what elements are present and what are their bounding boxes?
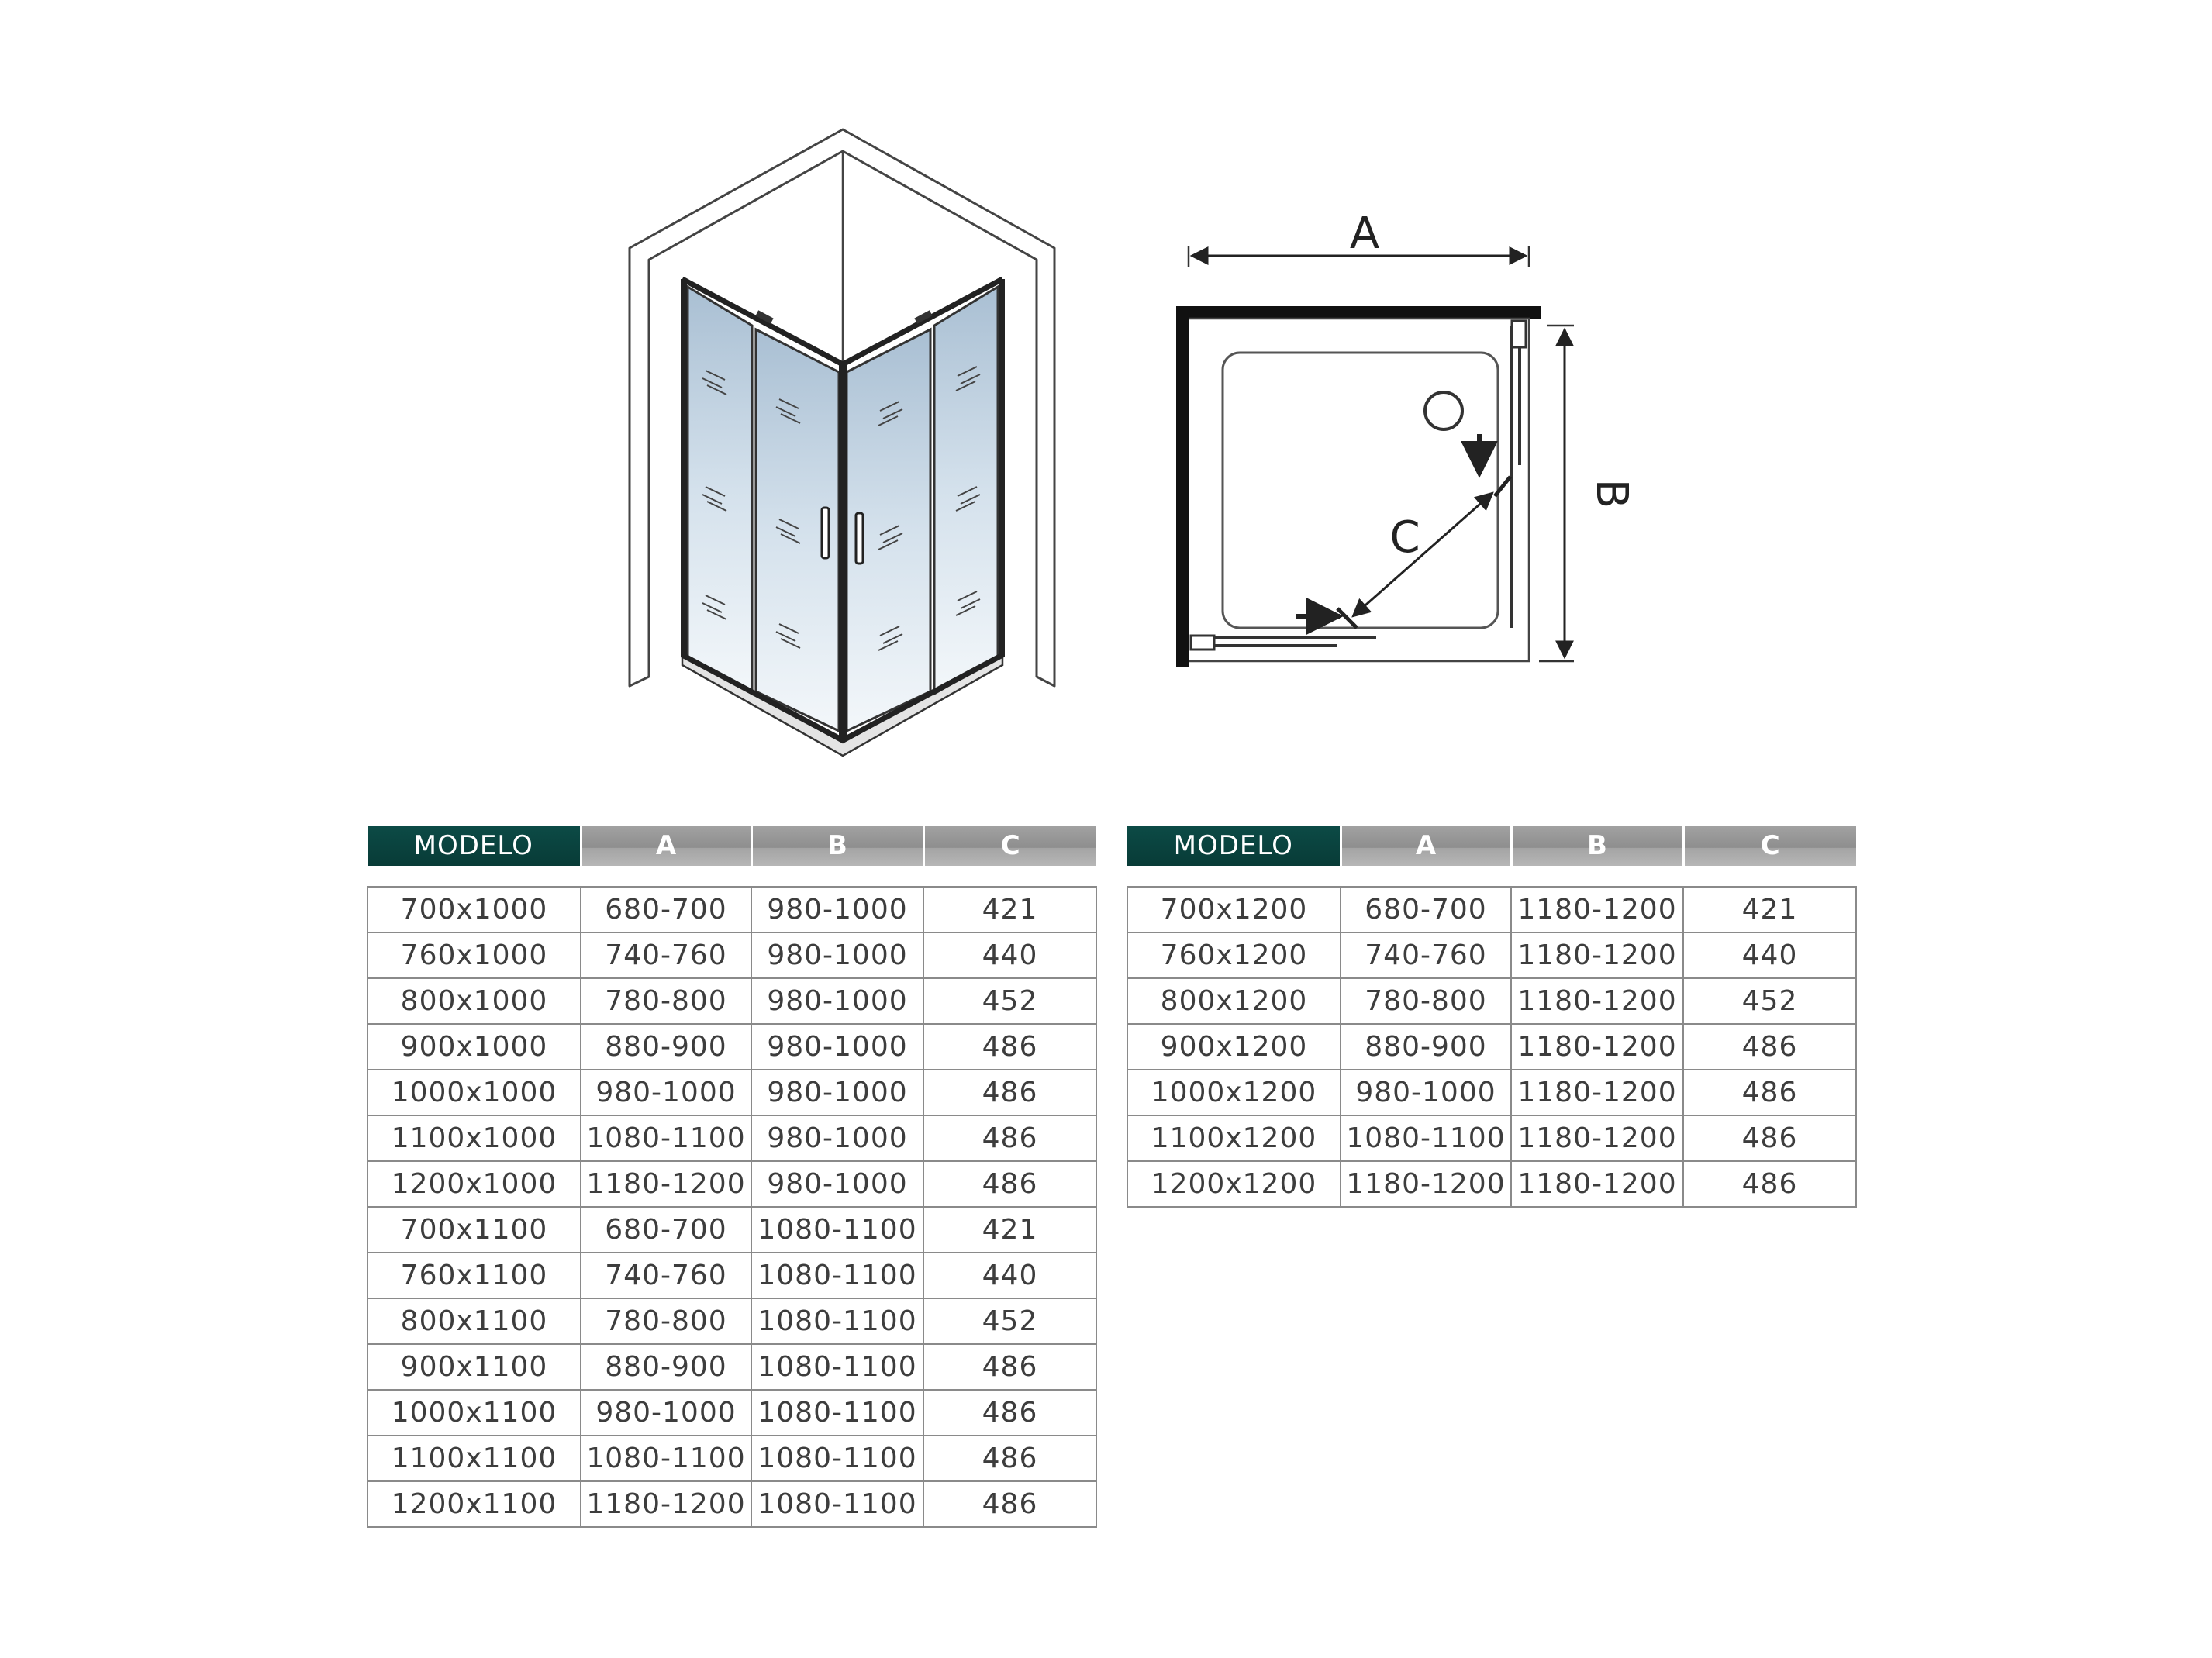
- cell-b: 1080-1100: [751, 1253, 923, 1298]
- cell-modelo: 700x1100: [368, 1207, 581, 1253]
- dimension-c-label: C: [1389, 512, 1420, 563]
- cell-b: 980-1000: [751, 1070, 923, 1115]
- table-row: [1127, 1161, 1856, 1207]
- cell-c: 452: [923, 978, 1096, 1024]
- cell-b: 980-1000: [751, 978, 923, 1024]
- cell-a: 680-700: [1341, 887, 1511, 932]
- cell-b: 1180-1200: [1511, 1024, 1683, 1070]
- cell-c: 486: [1683, 1115, 1856, 1161]
- table-row: [368, 1207, 1096, 1253]
- cell-modelo: 1000x1000: [368, 1070, 581, 1115]
- cell-a: 780-800: [581, 1298, 751, 1344]
- cell-b: 980-1000: [751, 1161, 923, 1207]
- cell-modelo: 900x1000: [368, 1024, 581, 1070]
- cell-modelo: 1100x1000: [368, 1115, 581, 1161]
- left-door-handle: [822, 508, 829, 558]
- size-table-1: [367, 826, 1097, 1528]
- cell-b: 1080-1100: [751, 1344, 923, 1390]
- cell-modelo: 760x1200: [1127, 932, 1341, 978]
- cell-b: 980-1000: [751, 932, 923, 978]
- cell-b: 1080-1100: [751, 1207, 923, 1253]
- cell-modelo: 1200x1000: [368, 1161, 581, 1207]
- table-row: [368, 978, 1096, 1024]
- cell-modelo: 700x1000: [368, 887, 581, 932]
- cell-b: 1080-1100: [751, 1436, 923, 1481]
- cell-b: 980-1000: [751, 1115, 923, 1161]
- plan-shower-tray: [1223, 353, 1498, 628]
- cell-c: 421: [1683, 887, 1856, 932]
- plan-view-drawing: [1176, 209, 1637, 667]
- cell-c: 486: [923, 1390, 1096, 1436]
- table-row: [368, 1481, 1096, 1527]
- table-row: [368, 1024, 1096, 1070]
- table-row: [1127, 1115, 1856, 1161]
- cell-a: 680-700: [581, 887, 751, 932]
- side-wall: [1176, 306, 1189, 667]
- cell-modelo: 760x1100: [368, 1253, 581, 1298]
- cell-c: 486: [1683, 1070, 1856, 1115]
- header-a: A: [1341, 826, 1511, 866]
- right-wall-profile-plan: [1512, 321, 1526, 347]
- cell-c: 486: [923, 1115, 1096, 1161]
- cell-a: 1080-1100: [581, 1115, 751, 1161]
- cell-c: 440: [1683, 932, 1856, 978]
- cell-b: 1180-1200: [1511, 887, 1683, 932]
- cell-c: 486: [923, 1344, 1096, 1390]
- cell-a: 1180-1200: [581, 1161, 751, 1207]
- cell-a: 980-1000: [581, 1390, 751, 1436]
- cell-a: 980-1000: [581, 1070, 751, 1115]
- cell-b: 1180-1200: [1511, 1115, 1683, 1161]
- cell-c: 486: [1683, 1161, 1856, 1207]
- table-row: [368, 887, 1096, 932]
- cell-c: 486: [1683, 1024, 1856, 1070]
- cell-modelo: 800x1100: [368, 1298, 581, 1344]
- cell-c: 440: [923, 1253, 1096, 1298]
- isometric-enclosure-illustration: [630, 129, 1054, 756]
- cell-a: 1180-1200: [1341, 1161, 1511, 1207]
- back-wall: [1176, 306, 1541, 319]
- drain-circle: [1425, 392, 1462, 429]
- cell-a: 780-800: [581, 978, 751, 1024]
- cell-c: 421: [923, 1207, 1096, 1253]
- cell-modelo: 700x1200: [1127, 887, 1341, 932]
- cell-a: 1080-1100: [1341, 1115, 1511, 1161]
- table-row: [368, 1070, 1096, 1115]
- table-row: [1127, 978, 1856, 1024]
- cell-modelo: 760x1000: [368, 932, 581, 978]
- cell-a: 1180-1200: [581, 1481, 751, 1527]
- cell-c: 486: [923, 1436, 1096, 1481]
- cell-c: 440: [923, 932, 1096, 978]
- table-header-row: [368, 826, 1096, 866]
- cell-modelo: 900x1200: [1127, 1024, 1341, 1070]
- cell-a: 880-900: [581, 1344, 751, 1390]
- table-row: [368, 1115, 1096, 1161]
- table-row: [368, 1253, 1096, 1298]
- cell-c: 421: [923, 887, 1096, 932]
- right-door-handle: [856, 513, 863, 564]
- header-modelo: MODELO: [368, 826, 581, 866]
- header-a: A: [581, 826, 751, 866]
- cell-b: 1180-1200: [1511, 932, 1683, 978]
- cell-c: 486: [923, 1024, 1096, 1070]
- table-row: [368, 1161, 1096, 1207]
- cell-b: 1080-1100: [751, 1390, 923, 1436]
- header-b: B: [751, 826, 923, 866]
- cell-c: 486: [923, 1161, 1096, 1207]
- cell-modelo: 900x1100: [368, 1344, 581, 1390]
- right-fixed-glass-panel: [934, 287, 998, 694]
- cell-b: 980-1000: [751, 887, 923, 932]
- cell-modelo: 1200x1100: [368, 1481, 581, 1527]
- cell-a: 1080-1100: [581, 1436, 751, 1481]
- cell-modelo: 1000x1200: [1127, 1070, 1341, 1115]
- cell-b: 1080-1100: [751, 1298, 923, 1344]
- cell-modelo: 800x1200: [1127, 978, 1341, 1024]
- table-row: [1127, 887, 1856, 932]
- header-b: B: [1511, 826, 1683, 866]
- size-table-2: [1127, 826, 1857, 1208]
- table-row: [368, 1298, 1096, 1344]
- header-c: C: [923, 826, 1096, 866]
- cell-modelo: 1000x1100: [368, 1390, 581, 1436]
- header-c: C: [1683, 826, 1856, 866]
- cell-a: 980-1000: [1341, 1070, 1511, 1115]
- cell-a: 740-760: [581, 932, 751, 978]
- left-fixed-glass-panel: [688, 287, 752, 694]
- header-modelo: MODELO: [1127, 826, 1341, 866]
- cell-b: 1180-1200: [1511, 1070, 1683, 1115]
- front-wall-profile-plan: [1191, 636, 1214, 650]
- cell-a: 740-760: [581, 1253, 751, 1298]
- table-row: [368, 1436, 1096, 1481]
- cell-modelo: 1100x1200: [1127, 1115, 1341, 1161]
- table-row: [1127, 1024, 1856, 1070]
- dimension-b-label: B: [1586, 478, 1637, 509]
- cell-b: 1180-1200: [1511, 1161, 1683, 1207]
- cell-a: 880-900: [1341, 1024, 1511, 1070]
- cell-c: 452: [1683, 978, 1856, 1024]
- cell-modelo: 800x1000: [368, 978, 581, 1024]
- cell-a: 780-800: [1341, 978, 1511, 1024]
- cell-b: 1180-1200: [1511, 978, 1683, 1024]
- table-row: [368, 932, 1096, 978]
- cell-a: 880-900: [581, 1024, 751, 1070]
- cell-a: 680-700: [581, 1207, 751, 1253]
- cell-c: 486: [923, 1481, 1096, 1527]
- cell-b: 1080-1100: [751, 1481, 923, 1527]
- table-row: [1127, 1070, 1856, 1115]
- cell-c: 452: [923, 1298, 1096, 1344]
- table-row: [1127, 932, 1856, 978]
- table-row: [368, 1390, 1096, 1436]
- cell-c: 486: [923, 1070, 1096, 1115]
- cell-b: 980-1000: [751, 1024, 923, 1070]
- table-header-row: [1127, 826, 1856, 866]
- dimension-a-label: A: [1349, 209, 1380, 259]
- cell-modelo: 1100x1100: [368, 1436, 581, 1481]
- table-row: [368, 1344, 1096, 1390]
- cell-modelo: 1200x1200: [1127, 1161, 1341, 1207]
- cell-a: 740-760: [1341, 932, 1511, 978]
